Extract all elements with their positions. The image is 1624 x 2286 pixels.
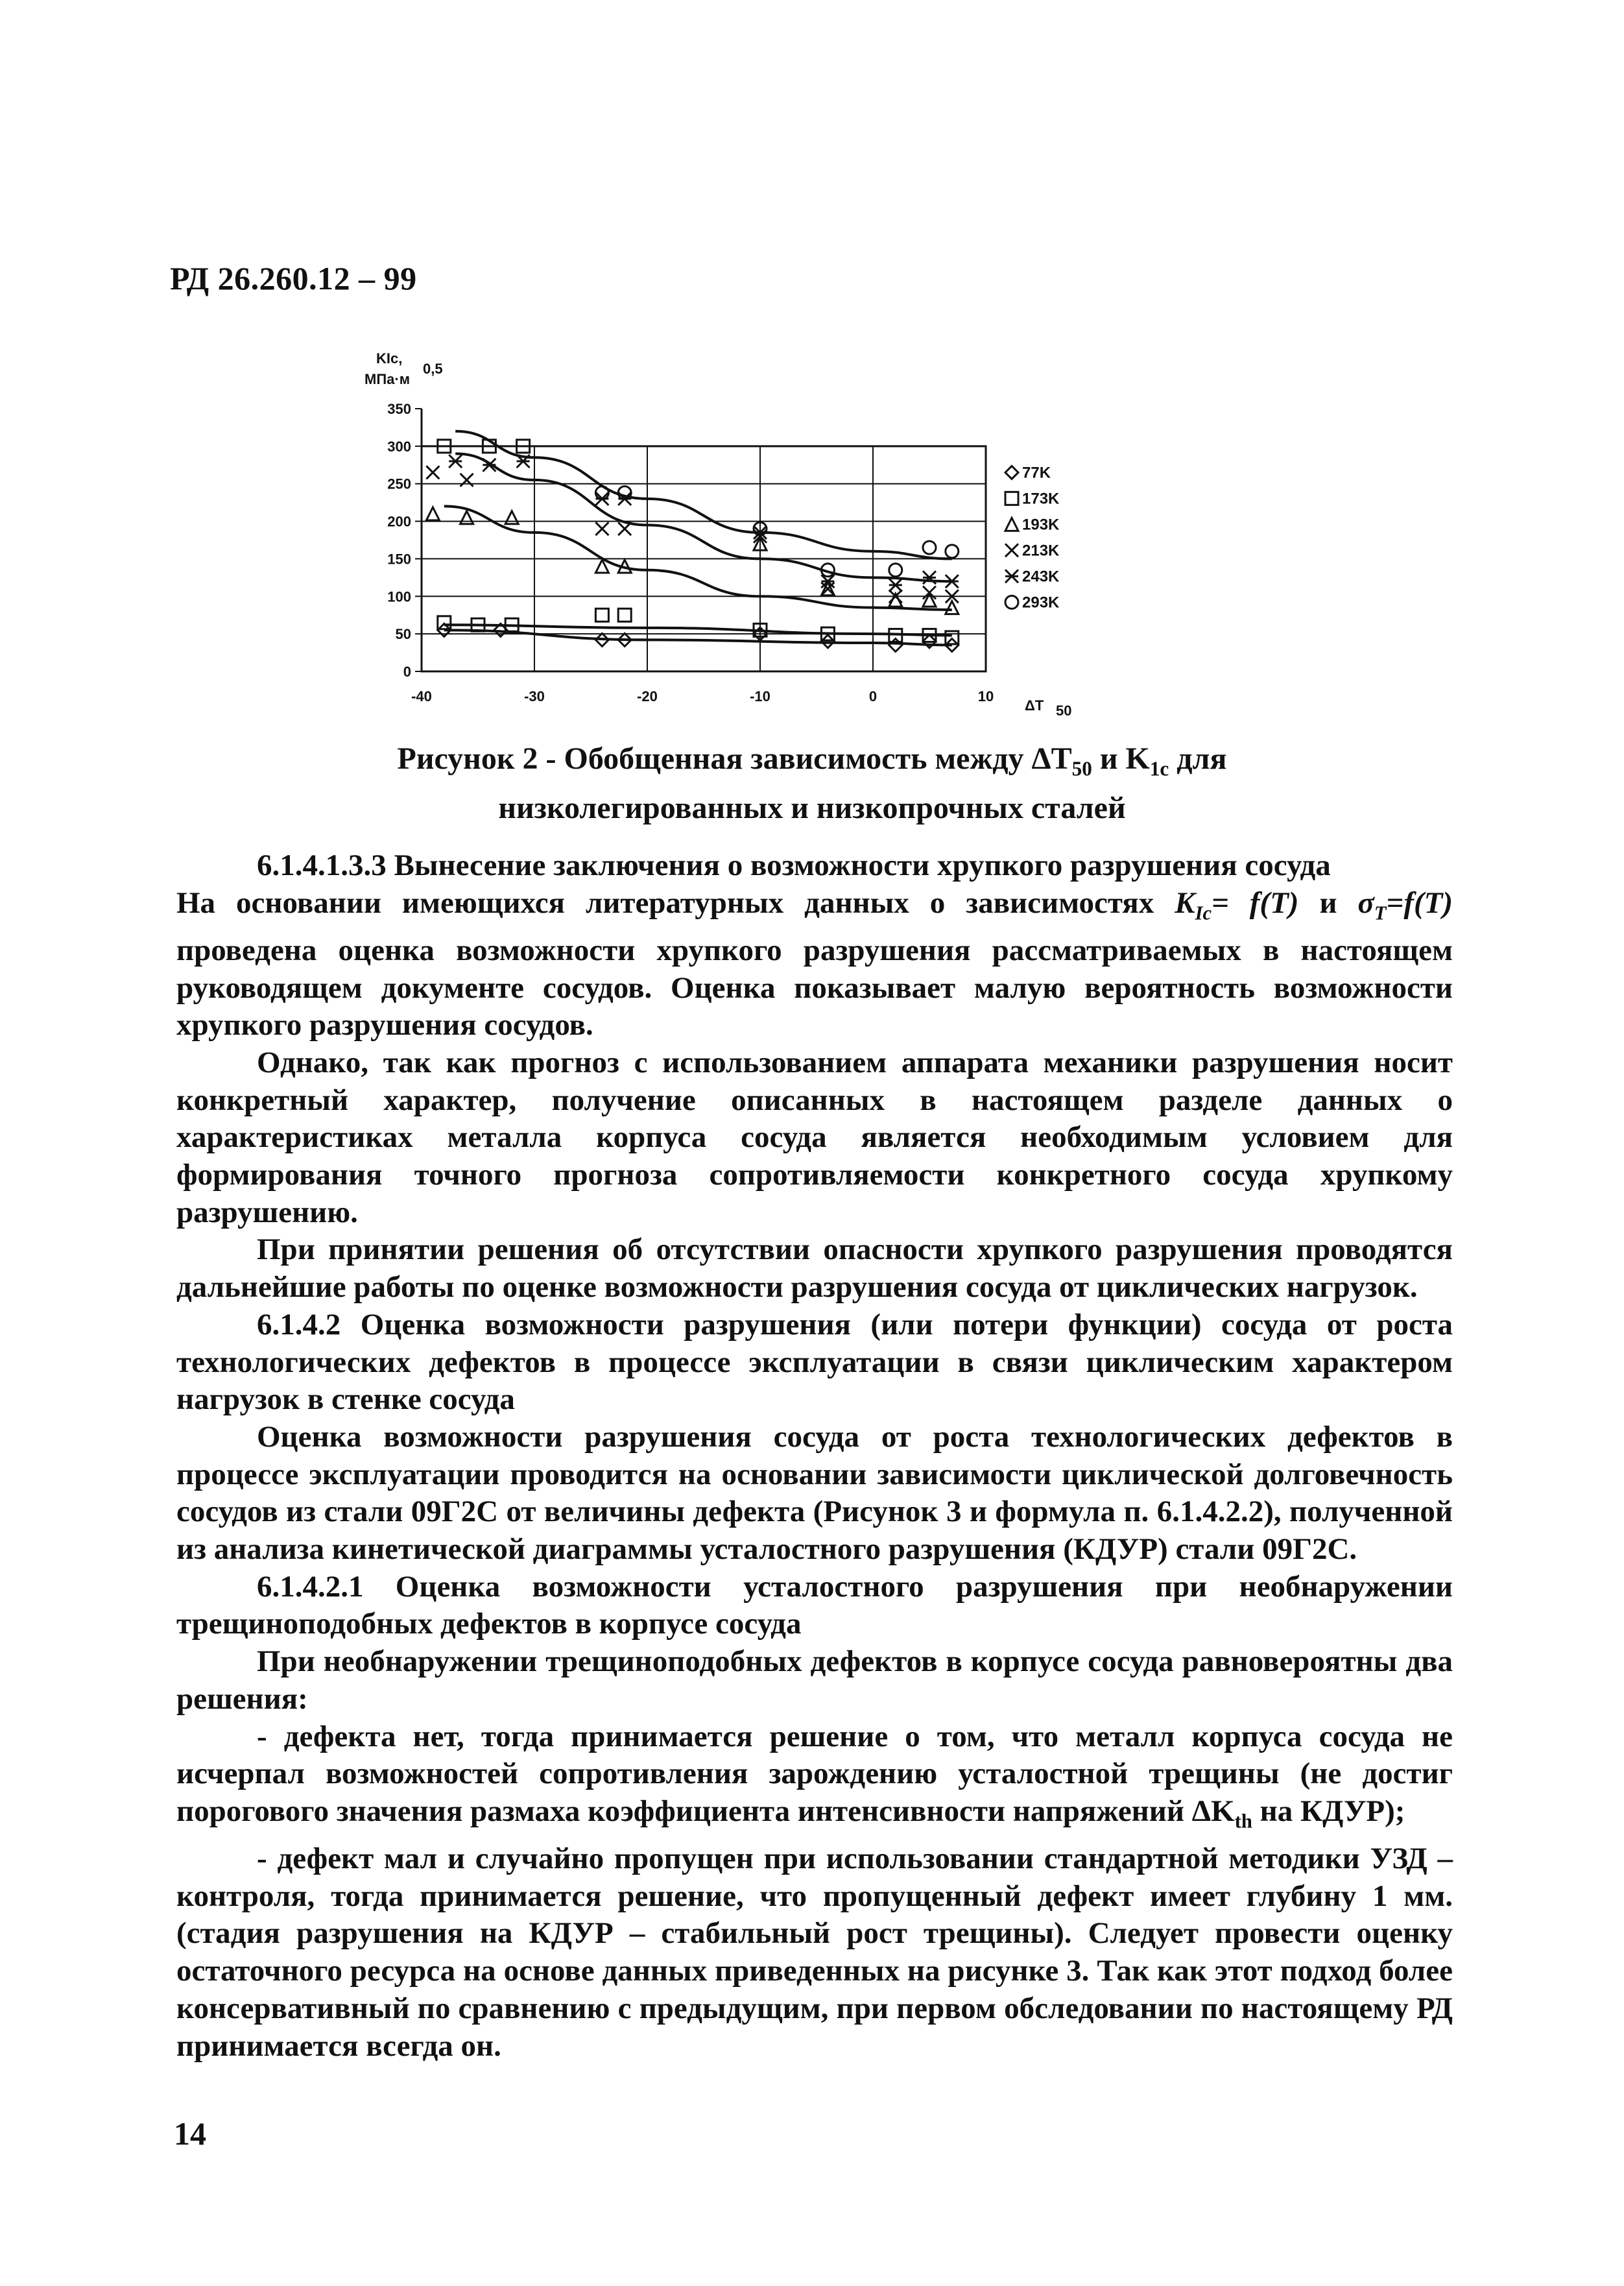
- x-tick-label: -40: [411, 688, 432, 704]
- y-axis-label: KIc,: [376, 350, 403, 367]
- legend-marker-193K: [1005, 518, 1018, 531]
- x-tick-label: -10: [750, 688, 770, 704]
- y-tick-label: 250: [387, 475, 411, 492]
- data-point-293K: [889, 564, 902, 577]
- body-text: [176, 847, 1453, 2065]
- y-tick-label: 200: [387, 513, 411, 530]
- legend-label-243K: 243K: [1022, 568, 1060, 586]
- legend-marker-173K: [1005, 492, 1018, 505]
- y-tick-label: 350: [387, 401, 411, 417]
- trend-curve: [444, 630, 952, 645]
- y-axis-unit-exponent: 0,5: [423, 361, 443, 377]
- data-point-243K: [889, 579, 902, 592]
- legend-label-293K: 293K: [1022, 594, 1060, 612]
- legend-label-77K: 77K: [1022, 464, 1051, 482]
- x-axis-label: ΔT: [1025, 697, 1044, 714]
- data-point-213K: [923, 586, 936, 599]
- y-axis-unit: МПа·м: [364, 371, 410, 387]
- data-point-213K: [595, 522, 608, 535]
- data-point-193K: [426, 507, 439, 520]
- section-heading-6-1-4-2-1: 6.1.4.2.1 Оценка возможности усталостного разрушения при необнаружении трещиноподобных дефектов в корпусе сосуда: [176, 1569, 1453, 1641]
- paragraph-literature-data: На основании имеющихся литературных данных о зависимостях $K_{Ic}= f(T)$ и $\sigma_T=f(T)$ проведена оценка возможности хрупкого разрушения рассматриваемых в настоящем руководящем документе сосудов. Оценка показывает малую вероятность возможности хрупкого разрушения сосудов.: [176, 885, 1453, 1042]
- list-item-small-defect: - дефект мал и случайно пропущен при использовании стандартной методики УЗД – контроля, тогда принимается решение, что пропущенный дефект имеет глубину 1 мм.(стадия разрушения на КДУР – стабильный рост трещины). Следует провести оценку остаточного ресурса на основе данных приведенных на рисунке 3. Так как этот подход более консервативный по сравнению с предыдущим, при первом обследовании по настоящему РД принимается всегда он.: [176, 1842, 1453, 2063]
- chart-axes: [364, 350, 1071, 719]
- data-point-293K: [595, 487, 608, 499]
- data-point-213K: [460, 474, 473, 487]
- paragraph-forecast: Однако, так как прогноз с использованием аппарата механики разрушения носит конкретный характер, получение описанных в настоящем разделе данных о характеристиках металла корпуса сосуда является необходимым условием для формирования точного прогноза сопротивляемости конкретного сосуда хрупкому разрушению.: [176, 1045, 1453, 1229]
- x-tick-label: -30: [524, 688, 545, 704]
- section-heading-6-1-4-2: 6.1.4.2 Оценка возможности разрушения (или потери функции) сосуда от роста технологических дефектов в процессе эксплуатации в связи циклическим характером нагрузок в стенке сосуда: [176, 1307, 1453, 1417]
- paragraph-decision: При принятии решения об отсутствии опасности хрупкого разрушения проводятся дальнейшие работы по оценке возможности разрушения сосуда от циклических нагрузок.: [176, 1233, 1453, 1305]
- paragraph-two-solutions: При необнаружении трещиноподобных дефектов в корпусе сосуда равновероятны два решения:: [176, 1644, 1453, 1716]
- page-number: 14: [174, 2115, 206, 2152]
- data-point-213K: [426, 466, 439, 479]
- data-point-213K: [618, 522, 631, 535]
- trend-curve: [455, 453, 952, 581]
- figure-caption: [170, 740, 1454, 828]
- data-point-193K: [923, 594, 936, 607]
- list-item-no-defect: - дефекта нет, тогда принимается решение о том, что металл корпуса сосуда не исчерпал возможностей сопротивления зарождению усталостной трещины (не достиг порогового значения размаха коэффициента интенсивности напряжений $\Delta K_{th}$ на КДУР);: [176, 1719, 1453, 1833]
- x-tick-label: 10: [977, 688, 994, 704]
- data-point-243K: [923, 571, 936, 584]
- y-tick-label: 0: [403, 664, 411, 680]
- x-tick-label: -20: [637, 688, 658, 704]
- figure-kic-vs-dt50: [363, 344, 1141, 719]
- data-point-293K: [946, 545, 959, 558]
- y-tick-label: 50: [395, 626, 411, 643]
- data-point-173K: [618, 608, 631, 621]
- paragraph-assessment: Оценка возможности разрушения сосуда от роста технологических дефектов в процессе эксплуатации проводится на основании зависимости циклической долговечность сосудов из стали 09Г2С от величины дефекта (Рисунок 3 и формула п. 6.1.4.2.2), полученной из анализа кинетической диаграммы усталостного разрушения (КДУР) стали 09Г2С.: [176, 1419, 1453, 1567]
- y-tick-label: 150: [387, 551, 411, 568]
- data-point-293K: [923, 541, 936, 554]
- caption-line-1: Рисунок 2 - Обобщенная зависимость между $\Delta T_{50}$ и $K_{1c}$ для: [397, 741, 1227, 780]
- chart-legend: [1005, 464, 1060, 611]
- x-axis-label-sub: 50: [1056, 703, 1072, 719]
- kic-chart: [363, 344, 1141, 719]
- data-point-193K: [505, 511, 518, 524]
- caption-line-2: низколегированных и низкопрочных сталей: [498, 790, 1126, 825]
- x-tick-label: 0: [868, 688, 878, 704]
- document-code: РД 26.260.12 – 99: [170, 260, 417, 296]
- legend-marker-243K: [1005, 570, 1018, 583]
- section-heading-6-1-4-1-3-3: 6.1.4.1.3.3 Вынесение заключения о возможности хрупкого разрушения сосуда: [257, 848, 1331, 882]
- data-point-243K: [449, 455, 462, 468]
- data-point-193K: [460, 511, 473, 524]
- data-point-243K: [946, 575, 959, 588]
- y-tick-label: 300: [387, 438, 411, 455]
- data-point-173K: [595, 608, 608, 621]
- chart-data-points: [426, 440, 958, 652]
- data-point-243K: [483, 459, 496, 472]
- legend-marker-293K: [1005, 596, 1018, 608]
- data-point-193K: [946, 601, 959, 614]
- data-point-77K: [889, 639, 902, 652]
- legend-label-193K: 193K: [1022, 516, 1060, 534]
- legend-marker-213K: [1005, 544, 1018, 557]
- legend-label-173K: 173K: [1022, 490, 1060, 508]
- y-tick-label: 100: [387, 588, 411, 605]
- legend-label-213K: 213K: [1022, 542, 1060, 560]
- legend-marker-77K: [1005, 466, 1018, 479]
